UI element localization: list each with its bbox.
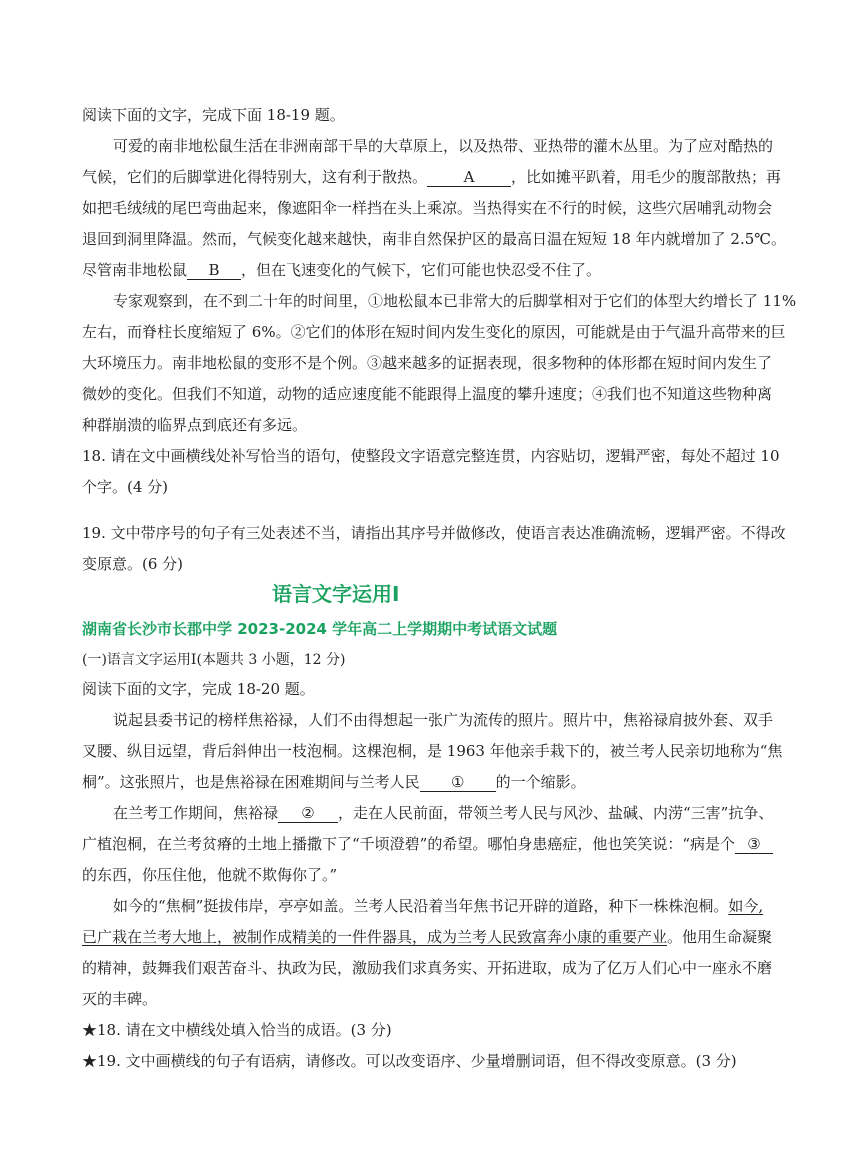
text-segment: 桐”。这张照片，也是焦裕禄在困难期间与兰考人民: [82, 773, 420, 791]
passage3-line: 的精神，鼓舞我们艰苦奋斗、执政为民，激励我们求真务实、开拓进取，成为了亿万人们心中一座永不磨: [82, 959, 773, 977]
section-title: 语言文字运用Ⅰ: [272, 582, 400, 606]
passage1-line: [82, 259, 601, 281]
text-segment: 广植泡桐，在兰考贫瘠的土地上播撒下了“千顷澄碧”的希望。哪怕身患癌症，他也笑笑说：“病是个: [82, 835, 736, 853]
blank-2: ②: [278, 804, 338, 823]
question-19: 19. 文中带序号的句子有三处表述不当，请指出其序号并做修改，使语言表达准确流畅，逻辑严密。不得改: [82, 524, 786, 542]
text-segment: 尽管南非地松鼠: [82, 261, 188, 279]
question-18-star: ★18. 请在文中横线处填入恰当的成语。(3 分): [82, 1021, 392, 1039]
underlined-sentence: 如今,: [728, 897, 764, 915]
passage3-line: [82, 771, 586, 793]
passage3-line: [82, 926, 772, 948]
text-segment: 。他用生命凝聚: [667, 928, 773, 946]
passage3-line: 说起县委书记的榜样焦裕禄，人们不由得想起一张广为流传的照片。照片中，焦裕禄肩披外套、双手: [113, 711, 774, 729]
text-segment: 在兰考工作期间，焦裕禄: [113, 804, 279, 822]
blank-3: ③: [735, 835, 773, 854]
underlined-sentence: 已广栽在兰考大地上，被制作成精美的一件件器具，成为兰考人民致富奔小康的重要产业: [82, 928, 668, 946]
text-segment: ，比如摊平趴着，用毛少的腹部散热；再: [511, 168, 782, 186]
passage3-line: [113, 895, 763, 917]
subsection-heading: (一)语言文字运用Ⅰ(本题共 3 小题，12 分): [82, 652, 346, 668]
text-segment: ，但在飞速变化的气候下，它们可能也快忍受不住了。: [241, 261, 602, 279]
blank-1: ①: [420, 773, 496, 792]
question-18-cont: 个字。(4 分): [82, 478, 169, 496]
blank-b: B: [187, 261, 241, 280]
passage1-line: [82, 166, 781, 188]
question-19-star: ★19. 文中画横线的句子有语病，请修改。可以改变语序、少量增删词语，但不得改变原意。(3 分): [82, 1052, 737, 1070]
passage1-line: 可爱的南非地松鼠生活在非洲南部干旱的大草原上，以及热带、亚热带的灌木丛里。为了应对酷热的: [113, 137, 774, 155]
passage3-line: [113, 802, 773, 824]
text-segment: 气候，它们的后脚掌进化得特别大，这有利于散热。: [82, 168, 428, 186]
part2-intro: 阅读下面的文字，完成 18-20 题。: [82, 680, 315, 698]
passage2-line: 左右，而脊柱长度缩短了 6%。②它们的体形在短时间内发生变化的原因，可能就是由于气温升高带来的巨: [82, 323, 786, 341]
text-segment: 的一个缩影。: [495, 773, 586, 791]
source-heading: 湖南省长沙市长郡中学 2023-2024 学年高二上学期期中考试语文试题: [82, 620, 558, 638]
part1-intro: 阅读下面的文字，完成下面 18-19 题。: [82, 106, 345, 124]
passage2-line: 专家观察到，在不到二十年的时间里，①地松鼠本已非常大的后脚掌相对于它们的体型大约增长了 11%: [113, 292, 797, 310]
passage3-line: [82, 833, 773, 855]
passage3-line: 灭的丰碑。: [82, 990, 158, 1008]
passage2-line: 种群崩溃的临界点到底还有多远。: [82, 416, 308, 434]
passage3-line: 叉腰、纵目远望，背后斜伸出一枝泡桐。这棵泡桐，是 1963 年他亲手栽下的，被兰考人民亲切地称为“焦: [82, 742, 783, 760]
text-segment: ，走在人民前面，带领兰考人民与风沙、盐碱、内涝“三害”抗争、: [338, 804, 774, 822]
passage3-line: 的东西，你压住他，他就不欺侮你了。”: [82, 866, 338, 884]
passage2-line: 大环境压力。南非地松鼠的变形不是个例。③越来越多的证据表现，很多物种的体形都在短时间内发生了: [82, 354, 773, 372]
passage2-line: 微妙的变化。但我们不知道，动物的适应速度能不能跟得上温度的攀升速度；④我们也不知道这些物种离: [82, 385, 773, 403]
passage1-line: 退回到洞里降温。然而，气候变化越来越快，南非自然保护区的最高日温在短短 18 年内就增加了 2.5℃。: [82, 230, 787, 248]
question-18: 18. 请在文中画横线处补写恰当的语句，使整段文字语意完整连贯，内容贴切，逻辑严密，每处不超过 10: [82, 447, 780, 465]
text-segment: 如今的“焦桐”挺拔伟岸，亭亭如盖。兰考人民沿着当年焦书记开辟的道路，种下一株株泡桐。: [113, 897, 729, 915]
blank-a: A: [427, 168, 511, 187]
passage1-line: 如把毛绒绒的尾巴弯曲起来，像遮阳伞一样挡在头上乘凉。当热得实在不行的时候，这些穴居哺乳动物会: [82, 199, 773, 217]
question-19-cont: 变原意。(6 分): [82, 555, 184, 573]
